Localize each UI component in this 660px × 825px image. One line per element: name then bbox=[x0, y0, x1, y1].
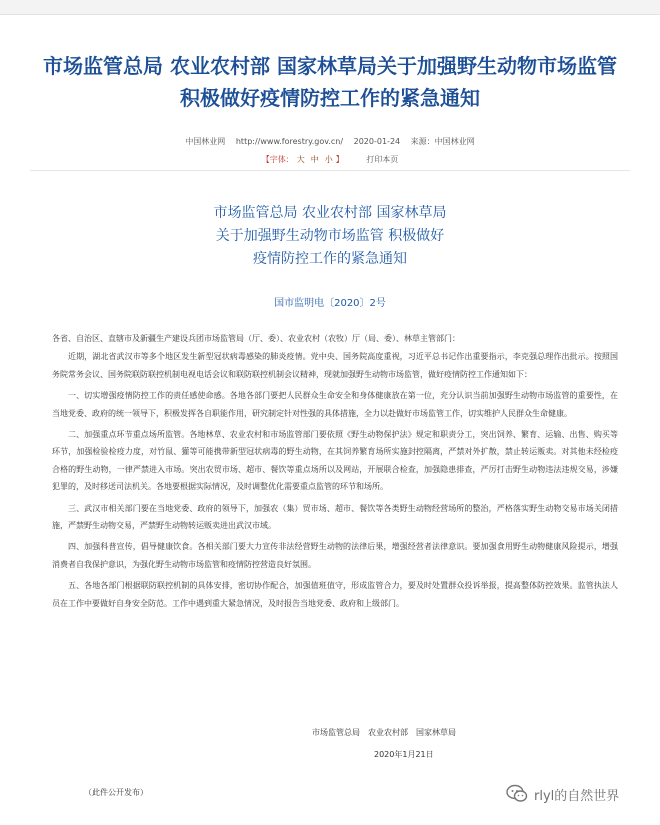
top-bar bbox=[0, 0, 660, 15]
body-paragraph: 近期，湖北省武汉市等多个地区发生新型冠状病毒感染的肺炎疫情。党中央、国务院高度重视，习近平总书记作出重要指示，李克强总理作出批示。按照国务院常务会议、国务院联防联控机制电视电话会议和联防联控机制会议精神，现就加强野生动物市场监管，做好疫情防控工作通知如下： bbox=[52, 352, 618, 379]
divider bbox=[30, 170, 630, 171]
signature-orgs: 市场监管总局 农业农村部 国家林草局 bbox=[312, 728, 456, 737]
document-number: 国市监明电〔2020〕2号 bbox=[274, 298, 386, 309]
publish-date: 2020-01-24 bbox=[353, 137, 401, 146]
font-size-controls bbox=[0, 154, 660, 165]
body-paragraph: 一、切实增强疫情防控工作的责任感使命感。各地各部门要把人民群众生命安全和身体健康放在第一位，充分认识当前加强野生动物市场监管的重要性，在当地党委、政府的统一领导下，积极发挥各自职能作用，研究制定针对性强的具体措施，全力以赴做好市场监管工作，切实维护人民群众生命健康。 bbox=[52, 391, 618, 418]
notice-title-line: 关于加强野生动物市场监管 积极做好 bbox=[215, 228, 445, 244]
article-meta bbox=[0, 136, 660, 147]
notice-title-line: 市场监管总局 农业农村部 国家林草局 bbox=[213, 205, 447, 221]
body-paragraph: 五、各地各部门根据联防联控机制的具体安排，密切协作配合，加强值班值守，形成监管合力，要及时处置群众投诉举报，提高整体防控效果。监管执法人员在工作中要做好自身安全防范。工作中遇到重大紧急情况，及时报告当地党委、政府和上级部门。 bbox=[52, 581, 618, 608]
salutation: 各省、自治区、直辖市及新疆生产建设兵团市场监管局（厅、委）、农业农村（农牧）厅（局、委）、林草主管部门： bbox=[52, 334, 460, 343]
font-size-large-button[interactable]: 大 bbox=[296, 155, 305, 164]
release-note: （此件公开发布） bbox=[84, 788, 148, 797]
watermark bbox=[506, 782, 619, 806]
print-page-button[interactable]: 打印本页 bbox=[366, 155, 399, 164]
body-paragraph: 二、加强重点环节重点场所监管。各地林草、农业农村和市场监管部门要依照《野生动物保护法》规定和职责分工，突出饲养、繁育、运输、出售、购买等环节，加强检验检疫力度，对竹鼠、獾等可能携带新型冠状病毒的野生动物，在其饲养繁育场所实施封控隔离，严禁对外扩散，禁止转运贩卖。对其他未经检疫合格的野生动物，一律严禁进入市场。突出农贸市场、超市、餐饮等重点场所以及网站，开展联合检查，加强隐患排查，严厉打击野生动物违法违规交易，涉嫌犯罪的，及时移送司法机关。各地要根据实际情况，及时调整优化需要重点监管的环节和场所。 bbox=[52, 430, 618, 492]
signature-date: 2020年1月21日 bbox=[374, 750, 434, 759]
notice-title bbox=[80, 202, 580, 271]
font-size-prefix: 【字体： bbox=[261, 155, 294, 164]
wechat-icon bbox=[506, 784, 528, 804]
font-size-medium-button[interactable]: 中 bbox=[310, 155, 319, 164]
watermark-text: rlyl的自然世界 bbox=[534, 788, 620, 804]
page-title: 市场监管总局 农业农村部 国家林草局关于加强野生动物市场监管 积极做好疫情防控工作的紧急通知 bbox=[43, 54, 617, 110]
body-paragraph: 四、加强科普宣传，倡导健康饮食。各相关部门要大力宣传非法经营野生动物的法律后果，增强经营者法律意识。要加强食用野生动物健康风险提示，增强消费者自我保护意识，为强化野生动物市场监管和疫情防控营造良好氛围。 bbox=[52, 542, 618, 569]
source-url[interactable]: http://www.forestry.gov.cn/ bbox=[235, 137, 344, 146]
notice-title-line: 疫情防控工作的紧急通知 bbox=[253, 251, 407, 267]
font-size-small-button[interactable]: 小 bbox=[324, 155, 333, 164]
notice-body bbox=[52, 330, 618, 616]
origin-label: 来源：中国林业网 bbox=[410, 137, 475, 146]
body-paragraph: 三、武汉市相关部门要在当地党委、政府的领导下，加强农（集）贸市场、超市、餐饮等各类野生动物经营场所的整治，严格落实野生动物交易市场关闭措施，严禁野生动物交易，严禁野生动物转运贩卖进出武汉市域。 bbox=[52, 503, 618, 531]
source-site: 中国林业网 bbox=[185, 137, 226, 146]
font-size-suffix: 】 bbox=[335, 155, 344, 164]
